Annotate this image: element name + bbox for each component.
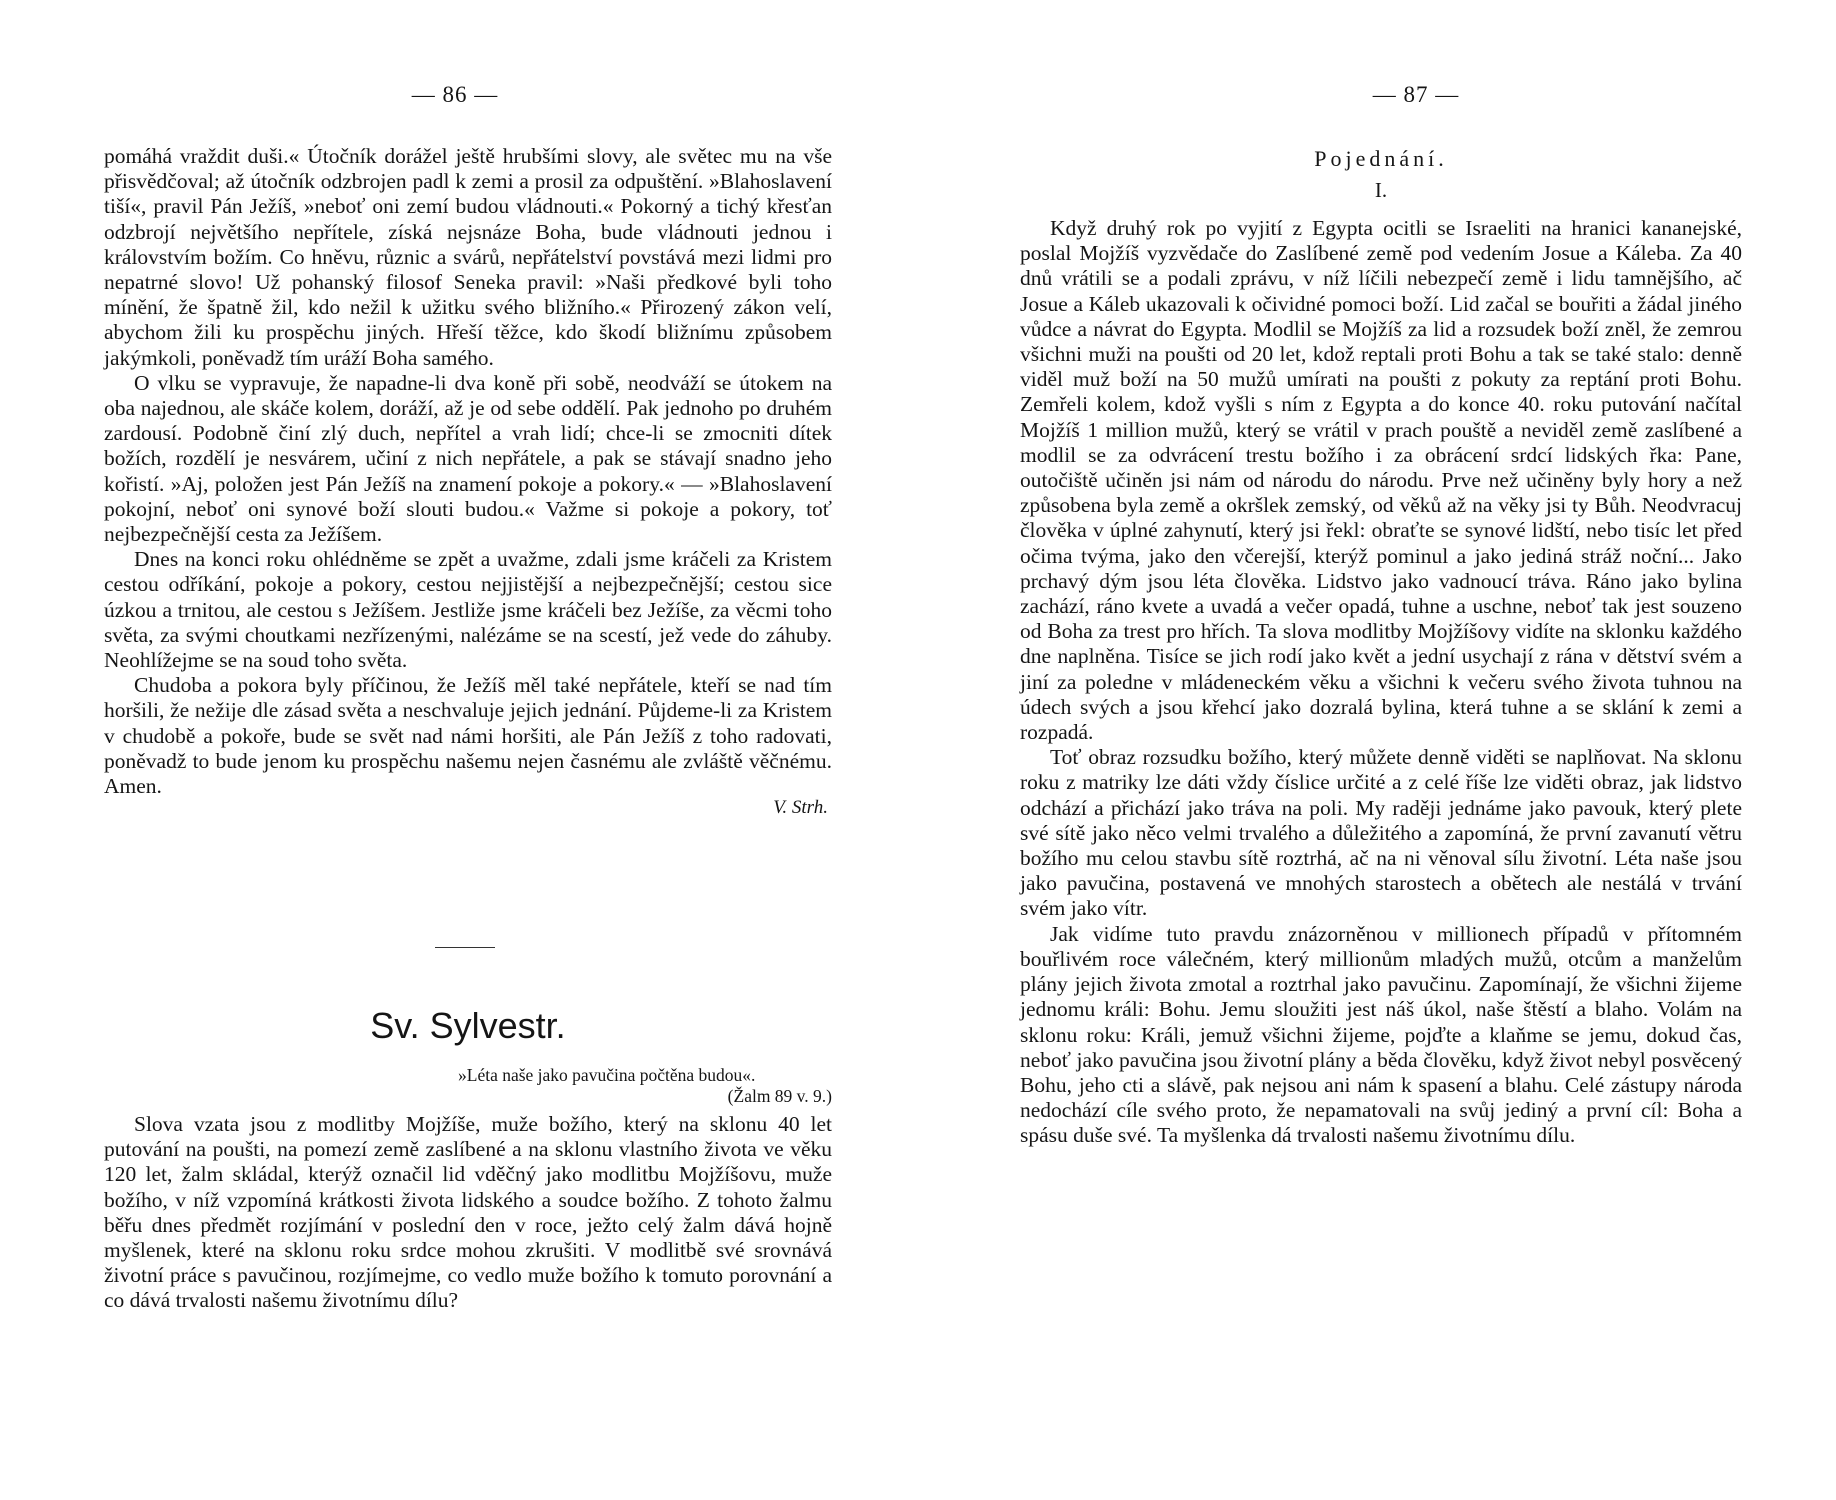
epigraph-text: »Léta naše jako pavučina počtěna budou«. bbox=[458, 1065, 756, 1085]
page-number: — 86 — bbox=[411, 82, 499, 107]
section-divider bbox=[435, 947, 495, 948]
epigraph bbox=[458, 1065, 832, 1107]
paragraph: Slova vzata jsou z modlitby Mojžíše, muže božího, který na sklonu 40 let putování na poušti, na pomezí země zaslíbené a na sklonu vlastního života ve věku 120 let, žalm skládal, kterýž označil lid vděčný jako modlitbu Mojžíšovu, muže božího, v níž vzpomíná krátkosti života lidského a soudce božího. Z tohoto žalmu běřu dnes předmět rozjímání v poslední den v roce, ježto celý žalm dává hojně myšlenek, které na sklonu roku srdce mohou zkrušiti. V modlitbě své srovnává životní práce s pavučinou, rozjímejme, co vedlo muže božího k tomuto porovnání a co dává trvalosti našemu životnímu dílu? bbox=[104, 1112, 832, 1313]
section-title: Sv. Sylvestr. bbox=[370, 1005, 566, 1046]
left-text-column bbox=[104, 144, 832, 819]
epigraph-reference: (Žalm 89 v. 9.) bbox=[727, 1086, 832, 1106]
paragraph: Dnes na konci roku ohlédněme se zpět a uvažme, zdali jsme kráčeli za Kristem cestou odříkání, pokoje a pokory, cestou nejjistější a nejbezpečnější; cestou sice úzkou a trnitou, ale cestou s Ježíšem. Jestliže jsme kráčeli bez Ježíše, za věcmi toho světa, za svými choutkami nezřízenými, nalézáme se na scestí, jež vede do záhuby. Neohlížejme se na soud toho světa. bbox=[104, 547, 832, 673]
section-text-column bbox=[104, 1112, 832, 1314]
paragraph: Když druhý rok po vyjití z Egypta ocitli se Israeliti na hranici kananejské, poslal Mojžíš vyzvědače do Zaslíbené země pod vedením Josue a Káleba. Za 40 dnů vrátili se a podali zprávu, v níž líčili nebezpečí země i lidu tamnějšího, ač Josue a Káleb ukazovali k očividné pomoci boží. Lid začal se bouřiti a žádal jiného vůdce a návrat do Egypta. Modlil se Mojžíš za lid a rozsudek boží zněl, že zemrou všichni muži na poušti od 20 let, kdož reptali proti Bohu a tak se také stalo: denně viděl muž boží na 50 mužů umírati na poušti z pokuty za reptání proti Bohu. Zemřeli kolem, kdož vyšli s ním z Egypta a do konce 40. roku putování načítal Mojžíš 1 million mužů, který se vrátil v prach pouště a neviděl země zaslíbené a modlil se za odvrácení trestu božího i za obrácení srdcí lidských řka: Pane, outočiště učiněn jsi nám od národu do národu. Prve než učiněny byly hory a než způsobena byla země a okršlek zemský, od věků až na věky jsi ty Bůh. Neodvracuj člověka v úplné zahynutí, který jsi řekl: obraťte se synové lidští, nebo tisíc let před očima tvýma, jako den včerejší, kterýž pominul a jako jediná stráž noční... Jako prchavý dým jsou léta člověka. Lidstvo jako vadnoucí tráva. Ráno jako bylina zachází, ráno kvete a uvadá a večer opadá, tuhne a uschne, neboť tak jest souzeno od Boha za trest pro hřích. Ta slova modlitby Mojžíšovy vidíte na sklonku každého dne naplněna. Tisíce se jich rodí jako květ a jední usychají z rána v dětství svém a jiní za poledne v mládeneckém věku a všichni k večeru svého života tuhnou na údech svých a jsou křehcí jako dozralá bylina, která tuhne a se sklání k zemi a rozpadá. bbox=[1020, 216, 1742, 745]
page-number: — 87 — bbox=[1372, 82, 1460, 107]
right-text-column bbox=[1020, 144, 1742, 1149]
chapter-heading: Pojednání. bbox=[1314, 146, 1448, 171]
paragraph: Jak vidíme tuto pravdu znázorněnou v millionech případů v přítomném bouřlivém roce válečném, který millionům mladých mužů, otcům a manželům plány jejich života zmotal a roztrhal jako pavučinu. Zapomínají, že všichni žijeme jednomu králi: Bohu. Jemu sloužiti jest náš úkol, naše štěstí a blaho. Volám na sklonu roku: Králi, jemuž všichni žijeme, pojďte a klaňme se jemu, dokud čas, neboť jako pavučina jsou životní plány a běda člověku, když život nebyl posvěcený Bohu, jeho cti a slávě, pak nejsou ani nám k spasení a blahu. Celé zástupy národa nedochází cíle svého proto, že nepamatovali na svůj jediný a první cíl: Boha a spásu duše své. Ta myšlenka dá trvalosti našemu životnímu dílu. bbox=[1020, 921, 1742, 1148]
author-signature: V. Strh. bbox=[773, 797, 828, 819]
paragraph: pomáhá vraždit duši.« Útočník dorážel ještě hrubšími slovy, ale světec mu na vše přisvědčoval; až útočník odzbrojen padl k zemi a prosil za odpuštění. »Blahoslavení tiší«, pravil Pán Ježíš, »neboť oni zemí budou vládnouti.« Pokorný a tichý křesťan odzbrojí největšího nepřítele, získá nejsnáze Boha, bude vládnouti jednou i královstvím božím. Co hněvu, různic a svárů, nepřátelství povstává mezi lidmi pro nepatrné slovo! Už pohanský filosof Seneka pravil: »Naši předkové byli toho mínění, že špatně žil, kdo nežil k užitku svého bližního.« Přirozený zákon velí, abychom žili ku prospěchu jiných. Hřeší těžce, kdo škodí bližnímu způsobem jakýmkoli, poněvadž tím uráží Boha samého. bbox=[104, 144, 832, 370]
paragraph: Chudoba a pokora byly příčinou, že Ježíš měl také nepřátele, kteří se nad tím horšili, že nežije dle zásad světa a neschvaluje jejich jednání. Půjdeme-li za Kristem v chudobě a pokoře, bude se svět nad námi horšiti, ale Pán Ježíš z toho radovati, poněvadž to bude jenom ku prospěchu našemu nejen časnému ale zvláště věčnému. Amen. bbox=[104, 673, 832, 799]
paragraph: O vlku se vypravuje, že napadne-li dva koně při sobě, neodváží se útokem na oba najednou, ale skáče kolem, doráží, až je od sebe oddělí. Pak jednoho po druhém zardousí. Podobně činí zlý duch, nepřítel a vrah lidí; chce-li se zmocniti dítek božích, rozdělí je nesvárem, učiní z nich nepřátele, a pak se stávají snadno jeho kořistí. »Aj, položen jest Pán Ježíš na znamení pokoje a pokory.« — »Blahoslavení pokojní, neboť oni synové boží slouti budou.« Važme si pokoje a pokory, toť nejbezpečnější cesta za Ježíšem. bbox=[104, 370, 832, 547]
paragraph: Toť obraz rozsudku božího, který můžete denně viděti se naplňovat. Na sklonu roku z matriky lze dáti vždy číslice určité a z celé říše lze viděti obraz, jak lidstvo odchází a přichází jako tráva na poli. My raději jednáme jako pavouk, který plete své sítě jako něco velmi trvalého a důležitého a zapomíná, že první zavanutí větru božího mu celou stavbu sítě roztrhá, ač na ni věnoval sílu životní. Léta naše jsou jako pavučina, postavená ve mnohých starostech a obětech ale nestálá v trvání svém jako vítr. bbox=[1020, 745, 1742, 921]
right-page bbox=[918, 0, 1836, 1500]
chapter-numeral: I. bbox=[1374, 178, 1388, 202]
